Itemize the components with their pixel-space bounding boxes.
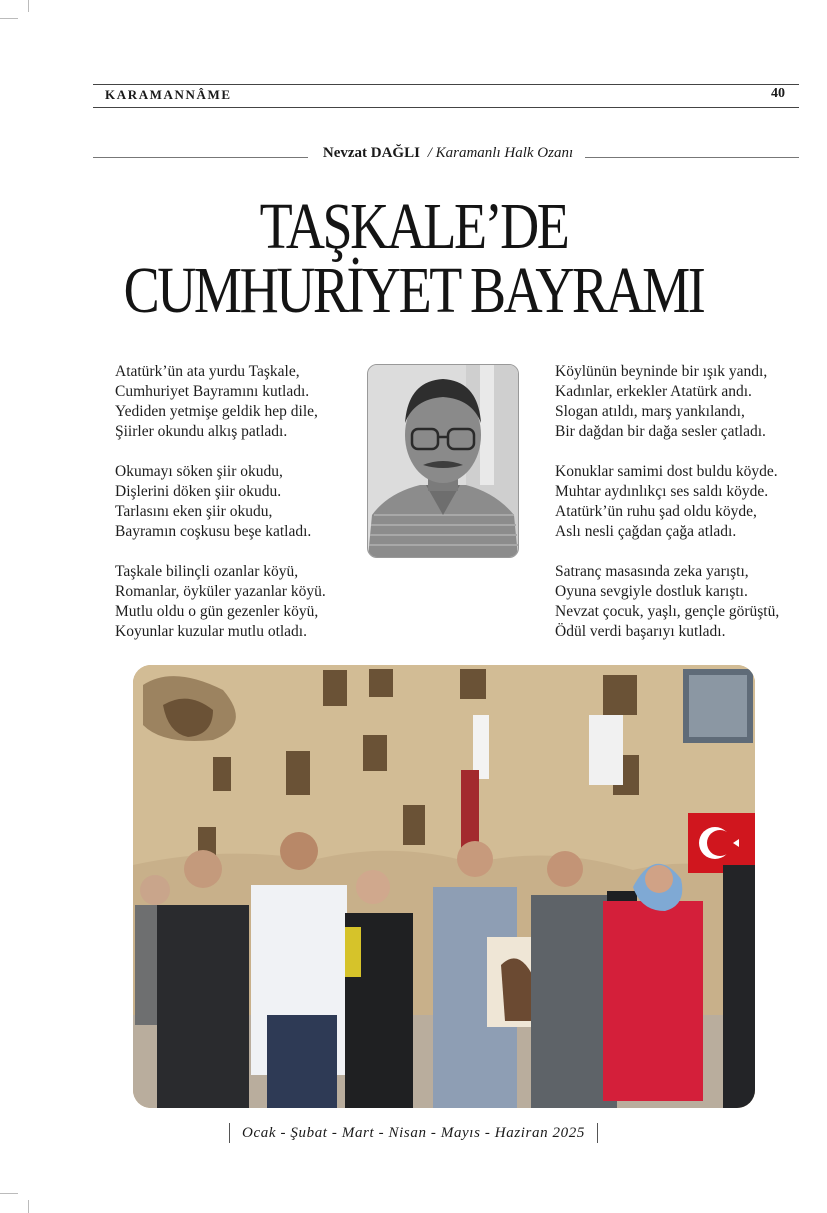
poem-column-left (115, 362, 326, 662)
poem-line: Oyuna sevgiyle dostluk karıştı. (555, 583, 748, 600)
byline-row (93, 145, 799, 167)
stanza (555, 462, 779, 542)
byline (93, 145, 799, 162)
poem-line: Dişlerini döken şiir okudu. (115, 483, 282, 500)
crop-mark (0, 1193, 18, 1194)
crop-mark (0, 18, 18, 19)
stanza (115, 462, 326, 542)
poem-line: Bayramın coşkusu beşe katladı. (115, 523, 312, 540)
poem-line: Koyunlar kuzular mutlu otladı. (115, 623, 307, 640)
poem-line: Mutlu oldu o gün gezenler köyü, (115, 603, 319, 620)
author-name: Nevzat DAĞLI (319, 145, 424, 161)
issue-footer (0, 1125, 827, 1142)
title-line-2: CUMHURİYET BAYRAMI (123, 254, 704, 327)
crop-mark (28, 0, 29, 12)
stanza (115, 362, 326, 442)
poem-line: Köylünün beyninde bir ışık yandı, (555, 363, 768, 380)
stanza (555, 362, 779, 442)
stanza (555, 562, 779, 642)
byline-separator: / (427, 145, 432, 161)
author-role: Karamanlı Halk Ozanı (435, 145, 574, 161)
poem-line: Atatürk’ün ruhu şad oldu köyde, (555, 503, 757, 520)
poem-line: Bir dağdan bir dağa sesler çatladı. (555, 423, 766, 440)
poem-line: Slogan atıldı, marş yankılandı, (555, 403, 745, 420)
magazine-name: KARAMANNÂME (105, 87, 232, 102)
poem-line: Şiirler okundu alkış patladı. (115, 423, 288, 440)
poem-line: Kadınlar, erkekler Atatürk andı. (555, 383, 752, 400)
poem-line: Aslı nesli çağdan çağa atladı. (555, 523, 737, 540)
title-line-1: TAŞKALE’DE (259, 190, 568, 263)
poem-line: Nevzat çocuk, yaşlı, gençle görüştü, (555, 603, 780, 620)
poem-line: Ödül verdi başarıyı kutladı. (555, 623, 726, 640)
poem-line: Taşkale bilinçli ozanlar köyü, (115, 563, 299, 580)
page-number: 40 (771, 86, 785, 101)
poem-line: Konuklar samimi dost buldu köyde. (555, 463, 778, 480)
event-photo (133, 665, 755, 1108)
poem-line: Satranç masasında zeka yarıştı, (555, 563, 749, 580)
stanza (115, 562, 326, 642)
poem-line: Romanlar, öyküler yazanlar köyü. (115, 583, 326, 600)
poem-line: Cumhuriyet Bayramını kutladı. (115, 383, 310, 400)
poem-line: Tarlasını eken şiir okudu, (115, 503, 273, 520)
poem-line: Yediden yetmişe geldik hep dile, (115, 403, 318, 420)
poem-line: Okumayı söken şiir okudu, (115, 463, 283, 480)
issue-date: Ocak - Şubat - Mart - Nisan - Mayıs - Haziran 2025 (229, 1123, 598, 1143)
poem-line: Muhtar aydınlıkçı ses saldı köyde. (555, 483, 769, 500)
running-header (93, 84, 799, 108)
author-portrait (367, 364, 519, 558)
crop-mark (28, 1200, 29, 1213)
poem-line: Atatürk’ün ata yurdu Taşkale, (115, 363, 300, 380)
poem-column-right (555, 362, 779, 662)
